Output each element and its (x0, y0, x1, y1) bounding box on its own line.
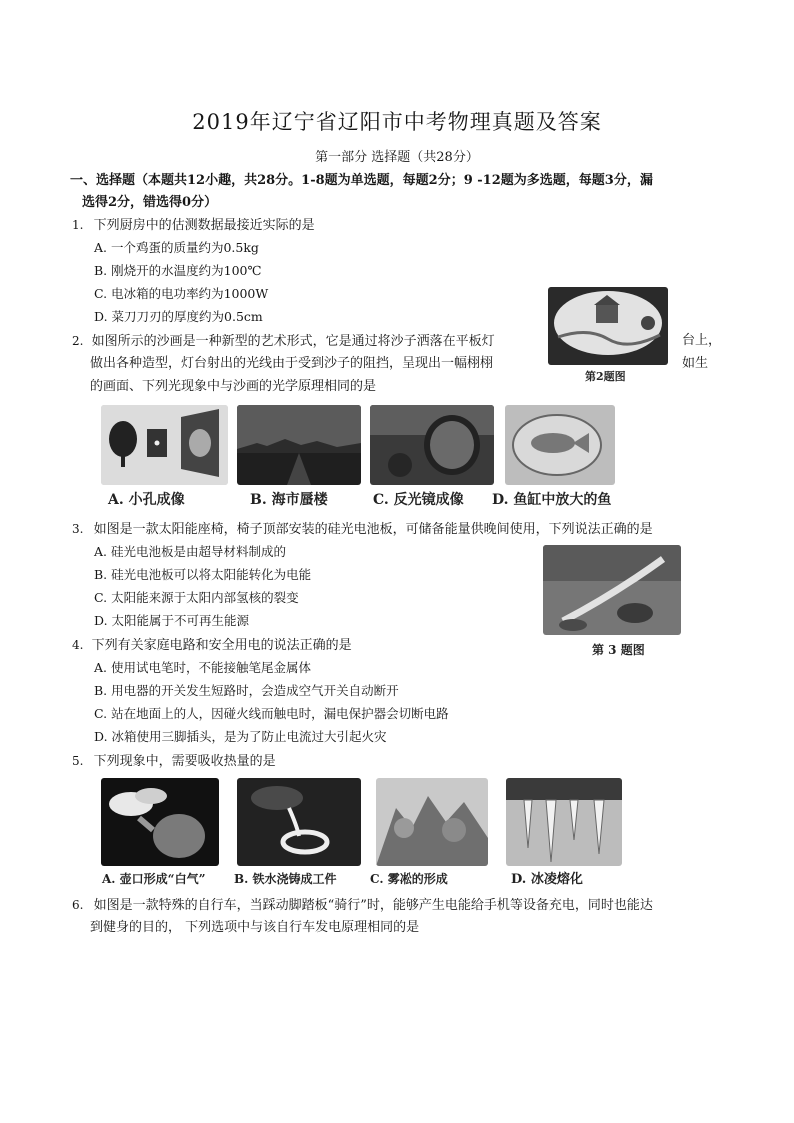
question-number: 5. (72, 754, 84, 768)
q4-option-b: B. 用电器的开关发生短路时，会造成空气开关自动断开 (94, 683, 399, 698)
q2-caption-d: D. 鱼缸中放大的鱼 (492, 492, 612, 508)
q4-option-d: D. 冰箱使用三脚插头，是为了防止电流过大引起火灾 (94, 729, 387, 744)
question-number: 2. (72, 334, 84, 348)
question-stem-line-1: 如图是一款特殊的自行车，当踩动脚踏板“骑行”时，能够产生电能给手机等设备充电，同时也能达 (93, 898, 653, 913)
fish-tank-photo (505, 405, 615, 485)
rime-photo (376, 778, 488, 866)
q4-option-c: C. 站在地面上的人，因碰火线而触电时，漏电保护器会切断电路 (94, 706, 449, 721)
question-1 (72, 214, 315, 237)
question-3 (72, 518, 653, 541)
q1-option-d: D. 菜刀刀刃的厚度约为0.5cm (94, 309, 263, 324)
q2-caption-c: C. 反光镜成像 (373, 492, 464, 508)
section-line-1: 一、选择题（本题共12小趣，共28分。1-8题为单选题，每题2分；9 -12题为多选题，每题3分，漏 (70, 173, 653, 188)
q4-option-a: A. 使用试电笔时，不能接触笔尾金属体 (94, 660, 311, 675)
question-2 (72, 330, 495, 353)
question-number: 3. (72, 522, 84, 536)
question-stem-line-2: 到健身的目的， 下列选项中与该自行车发电原理相同的是 (90, 920, 420, 935)
question-6 (72, 894, 653, 917)
q2-caption-a: A. 小孔成像 (108, 492, 185, 508)
question-4 (72, 634, 352, 657)
q5-caption-b: B. 铁水浇铸成工件 (234, 872, 337, 886)
q1-option-a: A. 一个鸡蛋的质量约为0.5kg (94, 240, 259, 255)
q2-line2-end: 如生 (682, 356, 709, 371)
figure-3-label: 第 3 题图 (592, 643, 645, 657)
question-stem: 下列现象中，需要吸收热量的是 (93, 754, 276, 769)
question-5 (72, 750, 276, 773)
figure-2-label: 第2题图 (585, 370, 626, 383)
question-number: 4. (72, 638, 84, 652)
q2-caption-b: B. 海市蜃楼 (250, 492, 328, 508)
q3-option-a: A. 硅光电池板是由超导材料制成的 (94, 544, 286, 559)
question-stem-line-2: 做出各种造型，灯台射出的光线由于受到沙子的阻挡，呈现出一幅栩栩 (90, 356, 494, 371)
section-heading (70, 170, 720, 214)
q5-caption-c: C. 雾凇的形成 (370, 872, 448, 886)
q5-caption-a: A. 壶口形成“白气” (102, 872, 206, 886)
q3-option-c: C. 太阳能来源于太阳内部氢核的裂变 (94, 590, 299, 605)
mirage-photo (237, 405, 361, 485)
molten-iron-photo (237, 778, 361, 866)
part-heading: 第一部分 选择题（共28分） (315, 150, 479, 165)
q1-option-c: C. 电冰箱的电功率约为1000W (94, 286, 269, 301)
page-title: 2019年辽宁省辽阳市中考物理真题及答案 (192, 110, 602, 134)
icicle-photo (506, 778, 622, 866)
sand-painting-figure (548, 287, 668, 365)
q3-option-d: D. 太阳能属于不可再生能源 (94, 613, 250, 628)
q1-option-b: B. 刚烧开的水温度约为100℃ (94, 263, 262, 278)
mirror-photo (370, 405, 494, 485)
section-line-2: 选得2分，错选得0分） (82, 195, 218, 210)
question-stem: 如图是一款太阳能座椅，椅子顶部安装的硅光电池板，可储备能量供晚间使用，下列说法正确的是 (93, 522, 653, 537)
q5-caption-d: D. 冰凌熔化 (511, 872, 583, 887)
question-number: 6. (72, 898, 84, 912)
question-stem-line-3: 的画面、下列光现象中与沙画的光学原理相同的是 (90, 379, 377, 394)
question-stem: 下列有关家庭电路和安全用电的说法正确的是 (91, 638, 352, 653)
q3-option-b: B. 硅光电池板可以将太阳能转化为电能 (94, 567, 312, 582)
question-number: 1. (72, 218, 84, 232)
question-stem: 下列厨房中的估测数据最接近实际的是 (93, 218, 315, 233)
pinhole-image-photo (101, 405, 228, 485)
kettle-steam-photo (101, 778, 219, 866)
q2-line1-end: 台上， (682, 333, 722, 348)
solar-bench-photo (543, 545, 681, 635)
question-stem-line-1: 如图所示的沙画是一种新型的艺术形式，它是通过将沙子洒落在平板灯 (91, 334, 495, 349)
